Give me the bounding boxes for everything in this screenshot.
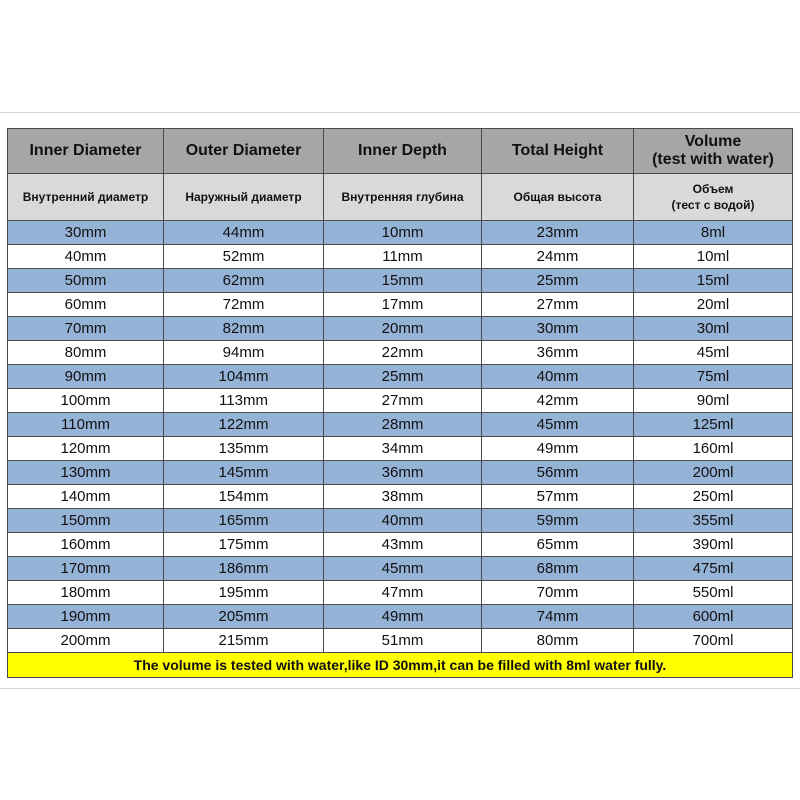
header-label: Inner Diameter bbox=[29, 142, 142, 159]
header-ru-label: Внутренняя глубина bbox=[341, 190, 464, 204]
cell-outer-diameter: 94mm bbox=[164, 341, 324, 365]
cell-outer-diameter: 165mm bbox=[164, 509, 324, 533]
cell-inner-diameter: 110mm bbox=[8, 413, 164, 437]
spreadsheet-gridline-bottom bbox=[0, 688, 800, 689]
cell-inner-depth: 20mm bbox=[324, 317, 482, 341]
cell-total-height: 57mm bbox=[482, 485, 634, 509]
table-row bbox=[8, 245, 793, 269]
cell-inner-depth: 36mm bbox=[324, 461, 482, 485]
cell-volume: 10ml bbox=[634, 245, 793, 269]
size-chart-table bbox=[7, 128, 793, 678]
header-ru-label: Наружный диаметр bbox=[185, 190, 302, 204]
header-ru-label: Объем bbox=[692, 182, 734, 196]
cell-total-height: 25mm bbox=[482, 269, 634, 293]
header-ru-outer-diameter bbox=[164, 174, 324, 221]
cell-total-height: 65mm bbox=[482, 533, 634, 557]
header-ru-label: Внутренний диаметр bbox=[22, 190, 149, 204]
cell-total-height: 68mm bbox=[482, 557, 634, 581]
cell-total-height: 27mm bbox=[482, 293, 634, 317]
cell-outer-diameter: 104mm bbox=[164, 365, 324, 389]
cell-inner-depth: 17mm bbox=[324, 293, 482, 317]
cell-total-height: 23mm bbox=[482, 221, 634, 245]
cell-outer-diameter: 52mm bbox=[164, 245, 324, 269]
header-ru-volume bbox=[634, 174, 793, 221]
cell-volume: 550ml bbox=[634, 581, 793, 605]
cell-outer-diameter: 113mm bbox=[164, 389, 324, 413]
table-row bbox=[8, 365, 793, 389]
cell-total-height: 40mm bbox=[482, 365, 634, 389]
header-label: Total Height bbox=[511, 142, 604, 159]
table-row bbox=[8, 341, 793, 365]
cell-inner-diameter: 190mm bbox=[8, 605, 164, 629]
cell-inner-diameter: 120mm bbox=[8, 437, 164, 461]
table-row bbox=[8, 485, 793, 509]
cell-inner-diameter: 200mm bbox=[8, 629, 164, 653]
cell-total-height: 59mm bbox=[482, 509, 634, 533]
cell-outer-diameter: 145mm bbox=[164, 461, 324, 485]
cell-volume: 600ml bbox=[634, 605, 793, 629]
cell-inner-diameter: 140mm bbox=[8, 485, 164, 509]
cell-total-height: 36mm bbox=[482, 341, 634, 365]
cell-inner-diameter: 100mm bbox=[8, 389, 164, 413]
table-row bbox=[8, 437, 793, 461]
cell-inner-depth: 27mm bbox=[324, 389, 482, 413]
cell-volume: 200ml bbox=[634, 461, 793, 485]
cell-inner-diameter: 50mm bbox=[8, 269, 164, 293]
table-row bbox=[8, 317, 793, 341]
cell-inner-depth: 10mm bbox=[324, 221, 482, 245]
header-ru-inner-diameter bbox=[8, 174, 164, 221]
cell-total-height: 49mm bbox=[482, 437, 634, 461]
cell-outer-diameter: 205mm bbox=[164, 605, 324, 629]
cell-inner-depth: 15mm bbox=[324, 269, 482, 293]
cell-outer-diameter: 195mm bbox=[164, 581, 324, 605]
cell-outer-diameter: 122mm bbox=[164, 413, 324, 437]
cell-outer-diameter: 82mm bbox=[164, 317, 324, 341]
header-inner-diameter bbox=[8, 129, 164, 174]
cell-inner-depth: 38mm bbox=[324, 485, 482, 509]
cell-total-height: 45mm bbox=[482, 413, 634, 437]
header-ru-sublabel: (тест с водой) bbox=[671, 198, 755, 212]
cell-outer-diameter: 62mm bbox=[164, 269, 324, 293]
table-row bbox=[8, 461, 793, 485]
header-total-height bbox=[482, 129, 634, 174]
cell-total-height: 30mm bbox=[482, 317, 634, 341]
cell-inner-depth: 45mm bbox=[324, 557, 482, 581]
table-row bbox=[8, 605, 793, 629]
cell-outer-diameter: 44mm bbox=[164, 221, 324, 245]
cell-volume: 125ml bbox=[634, 413, 793, 437]
header-label: Outer Diameter bbox=[185, 142, 302, 159]
cell-inner-diameter: 130mm bbox=[8, 461, 164, 485]
header-label: Inner Depth bbox=[358, 142, 447, 159]
cell-volume: 390ml bbox=[634, 533, 793, 557]
table-row bbox=[8, 629, 793, 653]
cell-volume: 15ml bbox=[634, 269, 793, 293]
cell-inner-diameter: 180mm bbox=[8, 581, 164, 605]
cell-inner-diameter: 40mm bbox=[8, 245, 164, 269]
cell-volume: 20ml bbox=[634, 293, 793, 317]
cell-outer-diameter: 215mm bbox=[164, 629, 324, 653]
cell-outer-diameter: 175mm bbox=[164, 533, 324, 557]
header-inner-depth bbox=[324, 129, 482, 174]
header-row-russian bbox=[8, 174, 793, 221]
table-row bbox=[8, 533, 793, 557]
cell-inner-diameter: 80mm bbox=[8, 341, 164, 365]
cell-total-height: 56mm bbox=[482, 461, 634, 485]
table-row bbox=[8, 389, 793, 413]
cell-volume: 8ml bbox=[634, 221, 793, 245]
cell-outer-diameter: 72mm bbox=[164, 293, 324, 317]
cell-volume: 160ml bbox=[634, 437, 793, 461]
cell-inner-depth: 25mm bbox=[324, 365, 482, 389]
cell-outer-diameter: 186mm bbox=[164, 557, 324, 581]
header-row-english bbox=[8, 129, 793, 174]
data-rows bbox=[8, 221, 793, 653]
cell-total-height: 74mm bbox=[482, 605, 634, 629]
table-row bbox=[8, 557, 793, 581]
cell-inner-depth: 22mm bbox=[324, 341, 482, 365]
cell-inner-diameter: 60mm bbox=[8, 293, 164, 317]
volume-note: The volume is tested with water,like ID 30mm,it can be filled with 8ml water fully. bbox=[8, 653, 793, 678]
cell-total-height: 42mm bbox=[482, 389, 634, 413]
cell-inner-depth: 11mm bbox=[324, 245, 482, 269]
cell-volume: 475ml bbox=[634, 557, 793, 581]
cell-volume: 700ml bbox=[634, 629, 793, 653]
table-row bbox=[8, 581, 793, 605]
header-volume bbox=[634, 129, 793, 174]
cell-volume: 355ml bbox=[634, 509, 793, 533]
header-ru-inner-depth bbox=[324, 174, 482, 221]
cell-inner-diameter: 160mm bbox=[8, 533, 164, 557]
note-row bbox=[8, 653, 793, 678]
cell-inner-diameter: 150mm bbox=[8, 509, 164, 533]
header-label: Volume bbox=[684, 133, 742, 150]
cell-inner-depth: 34mm bbox=[324, 437, 482, 461]
cell-inner-depth: 28mm bbox=[324, 413, 482, 437]
cell-inner-diameter: 170mm bbox=[8, 557, 164, 581]
cell-volume: 45ml bbox=[634, 341, 793, 365]
cell-inner-depth: 40mm bbox=[324, 509, 482, 533]
cell-total-height: 80mm bbox=[482, 629, 634, 653]
header-sublabel: (test with water) bbox=[652, 151, 774, 168]
cell-inner-diameter: 70mm bbox=[8, 317, 164, 341]
cell-volume: 90ml bbox=[634, 389, 793, 413]
cell-inner-depth: 49mm bbox=[324, 605, 482, 629]
table-row bbox=[8, 509, 793, 533]
cell-volume: 250ml bbox=[634, 485, 793, 509]
cell-outer-diameter: 135mm bbox=[164, 437, 324, 461]
cell-volume: 30ml bbox=[634, 317, 793, 341]
cell-total-height: 24mm bbox=[482, 245, 634, 269]
table-row bbox=[8, 269, 793, 293]
cell-inner-depth: 43mm bbox=[324, 533, 482, 557]
header-outer-diameter bbox=[164, 129, 324, 174]
cell-inner-diameter: 30mm bbox=[8, 221, 164, 245]
cell-total-height: 70mm bbox=[482, 581, 634, 605]
cell-volume: 75ml bbox=[634, 365, 793, 389]
header-ru-total-height bbox=[482, 174, 634, 221]
header-ru-label: Общая высота bbox=[513, 190, 602, 204]
cell-outer-diameter: 154mm bbox=[164, 485, 324, 509]
spreadsheet-gridline-top bbox=[0, 112, 800, 113]
cell-inner-diameter: 90mm bbox=[8, 365, 164, 389]
table-row bbox=[8, 413, 793, 437]
table-row bbox=[8, 221, 793, 245]
table-row bbox=[8, 293, 793, 317]
cell-inner-depth: 47mm bbox=[324, 581, 482, 605]
cell-inner-depth: 51mm bbox=[324, 629, 482, 653]
